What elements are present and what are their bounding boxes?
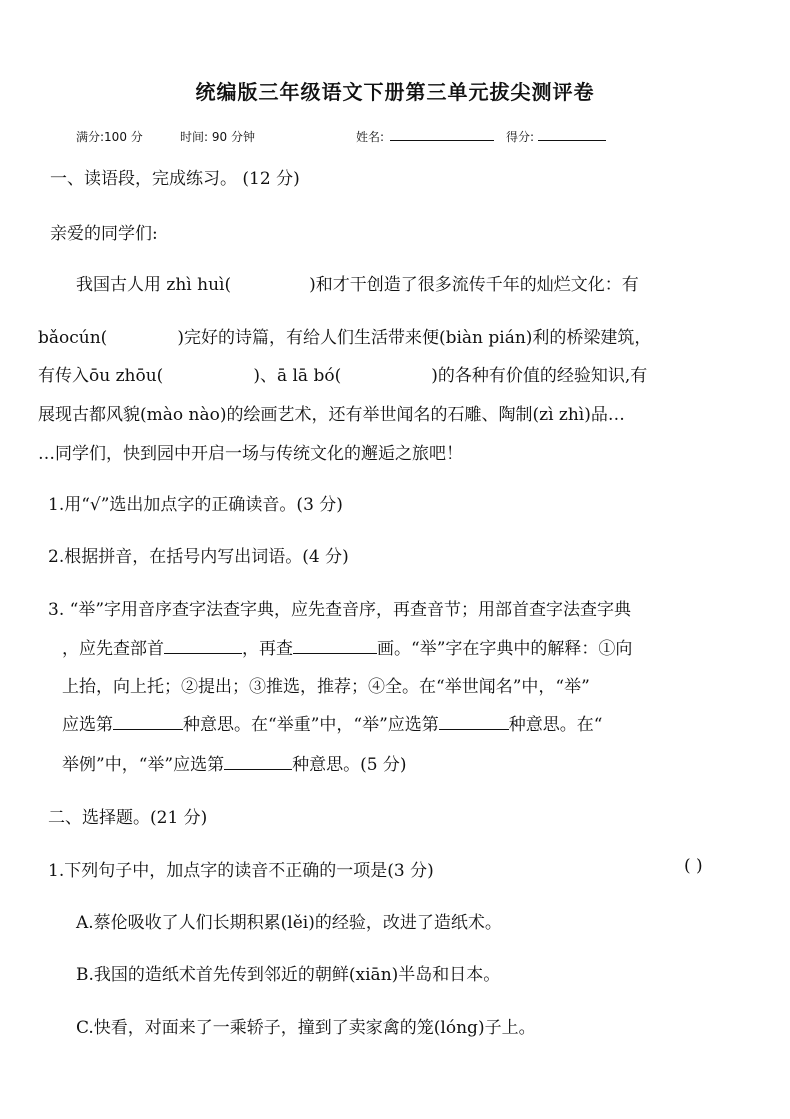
passage-line-1-b: )和才干创造了很多流传千年的灿烂文化：有 (309, 275, 639, 295)
blank-meaning-1[interactable] (113, 728, 183, 730)
q3-text-a: ，应先查部首 (62, 639, 164, 659)
blank-strokes[interactable] (293, 652, 377, 654)
section-1-heading: 一、读语段，完成练习。 (12 分) (50, 169, 300, 189)
page-title: 统编版三年级语文下册第三单元拔尖测评卷 (195, 80, 595, 104)
score-blank[interactable] (538, 139, 606, 141)
question-1-3-line-5 (62, 750, 407, 775)
question-1-3-line-2 (62, 634, 632, 659)
blank-meaning-2[interactable] (439, 728, 509, 730)
score-field[interactable] (506, 128, 606, 145)
q3-text-e: 种意思。在“举重”中，“举”应选第 (183, 715, 439, 735)
name-label: 姓名: (356, 130, 385, 144)
passage-line-2 (38, 323, 651, 348)
passage-line-3-c: )的各种有价值的经验知识,有 (431, 366, 648, 386)
question-2-1: 1.下列句子中，加点字的读音不正确的一项是(3 分) (48, 861, 434, 881)
option-c[interactable]: C.快看，对面来了一乘轿子，撞到了卖家禽的笼(lóng)子上。 (76, 1018, 536, 1038)
passage-line-1 (76, 270, 639, 295)
option-a[interactable]: A.蔡伦吸收了人们长期积累(lěi)的经验，改进了造纸术。 (76, 913, 502, 933)
blank-radical[interactable] (164, 652, 242, 654)
q3-text-f: 种意思。在“ (508, 715, 603, 735)
answer-paren[interactable]: ( ) (684, 856, 703, 876)
option-b[interactable]: B.我国的造纸术首先传到邻近的朝鲜(xiān)半岛和日本。 (76, 965, 501, 985)
name-blank[interactable] (390, 139, 494, 141)
greeting: 亲爱的同学们: (50, 224, 158, 244)
passage-line-3-a: 有传入ōu zhōu( (38, 366, 164, 386)
passage-line-3 (38, 361, 647, 386)
question-1-3-line-4 (62, 710, 602, 735)
q3-text-b: ，再查 (242, 639, 293, 659)
q3-text-g: 举例”中，“举”应选第 (62, 755, 225, 775)
passage-line-2-a: bǎocún( (38, 328, 108, 348)
passage-line-5: …同学们，快到园中开启一场与传统文化的邂逅之旅吧！ (38, 444, 463, 464)
question-1-3-line-1: 3. “举”字用音序查字法查字典，应先查音序，再查音节；用部首查字法查字典 (48, 600, 632, 620)
section-2-heading: 二、选择题。(21 分) (48, 808, 208, 828)
passage-line-1-a: 我国古人用 zhì huì( (76, 275, 232, 295)
question-1-2: 2.根据拼音，在括号内写出词语。(4 分) (48, 547, 349, 567)
score-label: 得分: (506, 130, 535, 144)
blank-meaning-3[interactable] (224, 768, 292, 770)
passage-line-2-b: )完好的诗篇，有给人们生活带来便(biàn pián)利的桥梁建筑， (177, 328, 652, 348)
passage-line-3-b: )、ā lā bó( (253, 366, 342, 386)
exam-time: 时间: 90 分钟 (180, 130, 255, 144)
question-1-3-line-3: 上抬，向上托；②提出；③推选，推荐；④全。在“举世闻名”中，“举” (62, 677, 590, 697)
passage-line-4: 展现古都风貌(mào nào)的绘画艺术，还有举世闻名的石雕、陶制(zì zhì)品… (38, 405, 625, 425)
name-field[interactable] (356, 128, 494, 145)
question-1-1: 1.用“√”选出加点字的正确读音。(3 分) (48, 495, 343, 515)
q3-text-h: 种意思。(5 分) (292, 755, 407, 775)
q3-text-c: 画。“举”字在字典中的解释：①向 (377, 639, 633, 659)
full-score: 满分:100 分 (76, 130, 143, 144)
q3-text-d: 应选第 (62, 715, 113, 735)
